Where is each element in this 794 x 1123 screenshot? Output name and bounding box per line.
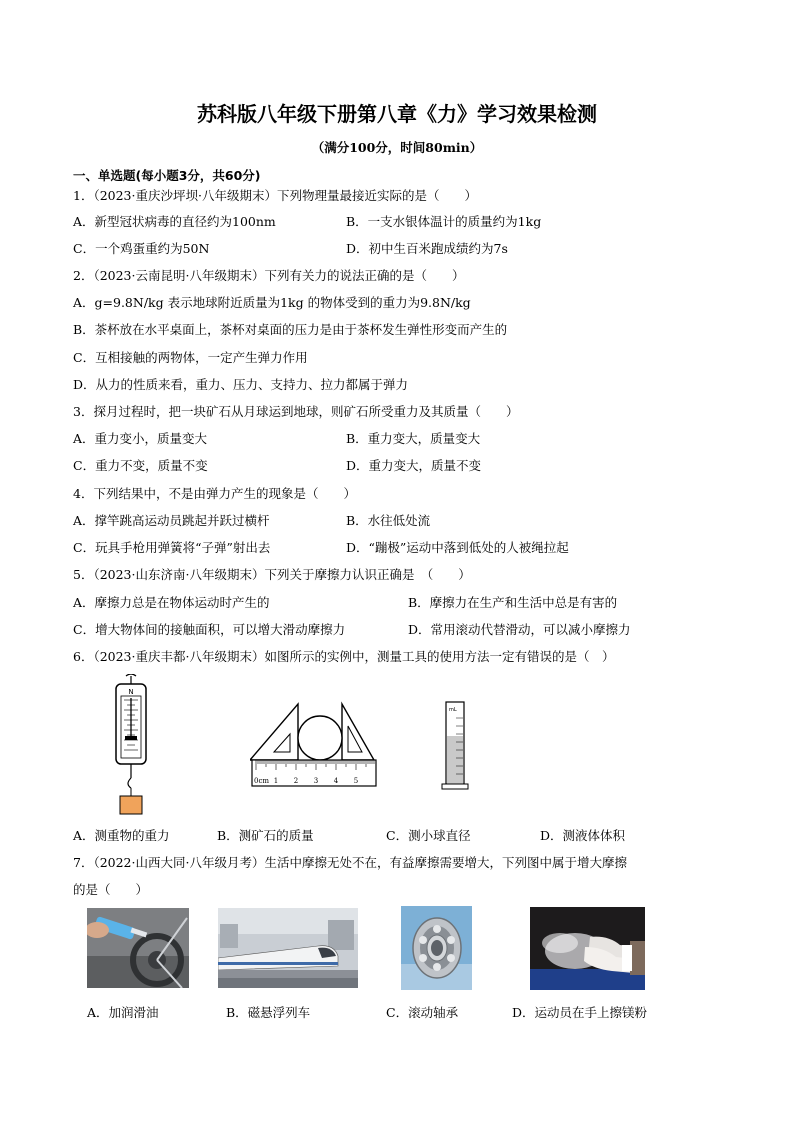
q3-option-d: D．重力变大，质量不变 [346,458,482,473]
q5-option-d: D．常用滚动代替滑动，可以减小摩擦力 [408,622,631,637]
ruler-tick-label: 3 [313,777,319,785]
spring-scale-unit-label: N [128,688,134,696]
q6-option-a: A．测重物的重力 [73,828,170,843]
q4-stem: 4．下列结果中，不是由弹力产生的现象是（ ） [73,486,356,501]
ball-bearing-photo [401,906,472,990]
q1-option-d: D．初中生百米跑成绩约为7s [346,241,508,256]
q7-option-d: D．运动员在手上擦镁粉 [512,1005,648,1020]
q3-option-a: A．重力变小，质量变大 [73,431,208,446]
lubricating-oil-photo [87,908,189,988]
q2-option-c: C．互相接触的两物体，一定产生弹力作用 [73,350,308,365]
q7-stem: 7．（2022·山西大同·八年级月考）生活中摩擦无处不在，有益摩擦需要增大，下列图中属于增大摩擦 [73,855,627,870]
q7-stem-continued: 的是（ ） [73,882,149,897]
ruler-tick-label: 1 [273,777,279,785]
q1-option-a: A．新型冠状病毒的直径约为100nm [73,214,276,229]
q3-option-c: C．重力不变，质量不变 [73,458,208,473]
q2-option-b: B．茶杯放在水平桌面上，茶杯对桌面的压力是由于茶杯发生弹性形变而产生的 [73,322,508,337]
q1-option-c: C．一个鸡蛋重约为50N [73,241,210,256]
q6-stem: 6．（2023·重庆丰都·八年级期末）如图所示的实例中，测量工具的使用方法一定有错误的是（ ） [73,649,615,664]
q1-stem: 1．（2023·重庆沙坪坝·八年级期末）下列物理量最接近实际的是（ ） [73,188,477,203]
q3-stem: 3．探月过程时，把一块矿石从月球运到地球，则矿石所受重力及其质量（ ） [73,404,519,419]
chalk-hands-photo [530,907,645,990]
q2-option-d: D．从力的性质来看，重力、压力、支持力、拉力都属于弹力 [73,377,409,392]
graduated-cylinder-figure [440,700,470,792]
maglev-train-photo [218,908,358,988]
ruler-tick-label: 2 [293,777,299,785]
q4-option-d: D．“蹦极”运动中落到低处的人被绳拉起 [346,540,569,555]
q6-option-b: B．测矿石的质量 [217,828,314,843]
ruler-tick-label: 4 [333,777,339,785]
q2-stem: 2．（2023·云南昆明·八年级期末）下列有关力的说法正确的是（ ） [73,268,465,283]
q5-option-a: A．摩擦力总是在物体运动时产生的 [73,595,270,610]
q7-option-b: B．磁悬浮列车 [226,1005,311,1020]
ruler-zero-label: 0cm [254,777,270,785]
q2-option-a: A．g=9.8N/kg 表示地球附近质量为1kg 的物体受到的重力为9.8N/kg [73,295,471,310]
page-subtitle: （满分100分，时间80min） [311,140,483,155]
cylinder-unit-label: mL [449,707,457,713]
q7-option-c: C．滚动轴承 [386,1005,459,1020]
q4-option-b: B．水往低处流 [346,513,431,528]
q5-stem: 5．（2023·山东济南·八年级期末）下列关于摩擦力认识正确是 （ ） [73,567,471,582]
q4-option-c: C．玩具手枪用弹簧将“子弹”射出去 [73,540,271,555]
q6-option-c: C．测小球直径 [386,828,471,843]
q3-option-b: B．重力变大，质量变大 [346,431,481,446]
q7-option-a: A．加润滑油 [87,1005,159,1020]
q1-option-b: B．一支水银体温计的质量约为1kg [346,214,542,229]
section-heading: 一、单选题(每小题3分，共60分) [73,168,261,183]
q4-option-a: A．撑竿跳高运动员跳起并跃过横杆 [73,513,270,528]
page-title: 苏科版八年级下册第八章《力》学习效果检测 [197,102,597,126]
q6-option-d: D．测液体体积 [540,828,626,843]
spring-scale-figure [108,674,154,816]
q5-option-c: C．增大物体间的接触面积，可以增大滑动摩擦力 [73,622,346,637]
q5-option-b: B．摩擦力在生产和生活中总是有害的 [408,595,618,610]
ruler-tick-label: 5 [353,777,359,785]
ruler-ball-figure [250,696,380,792]
